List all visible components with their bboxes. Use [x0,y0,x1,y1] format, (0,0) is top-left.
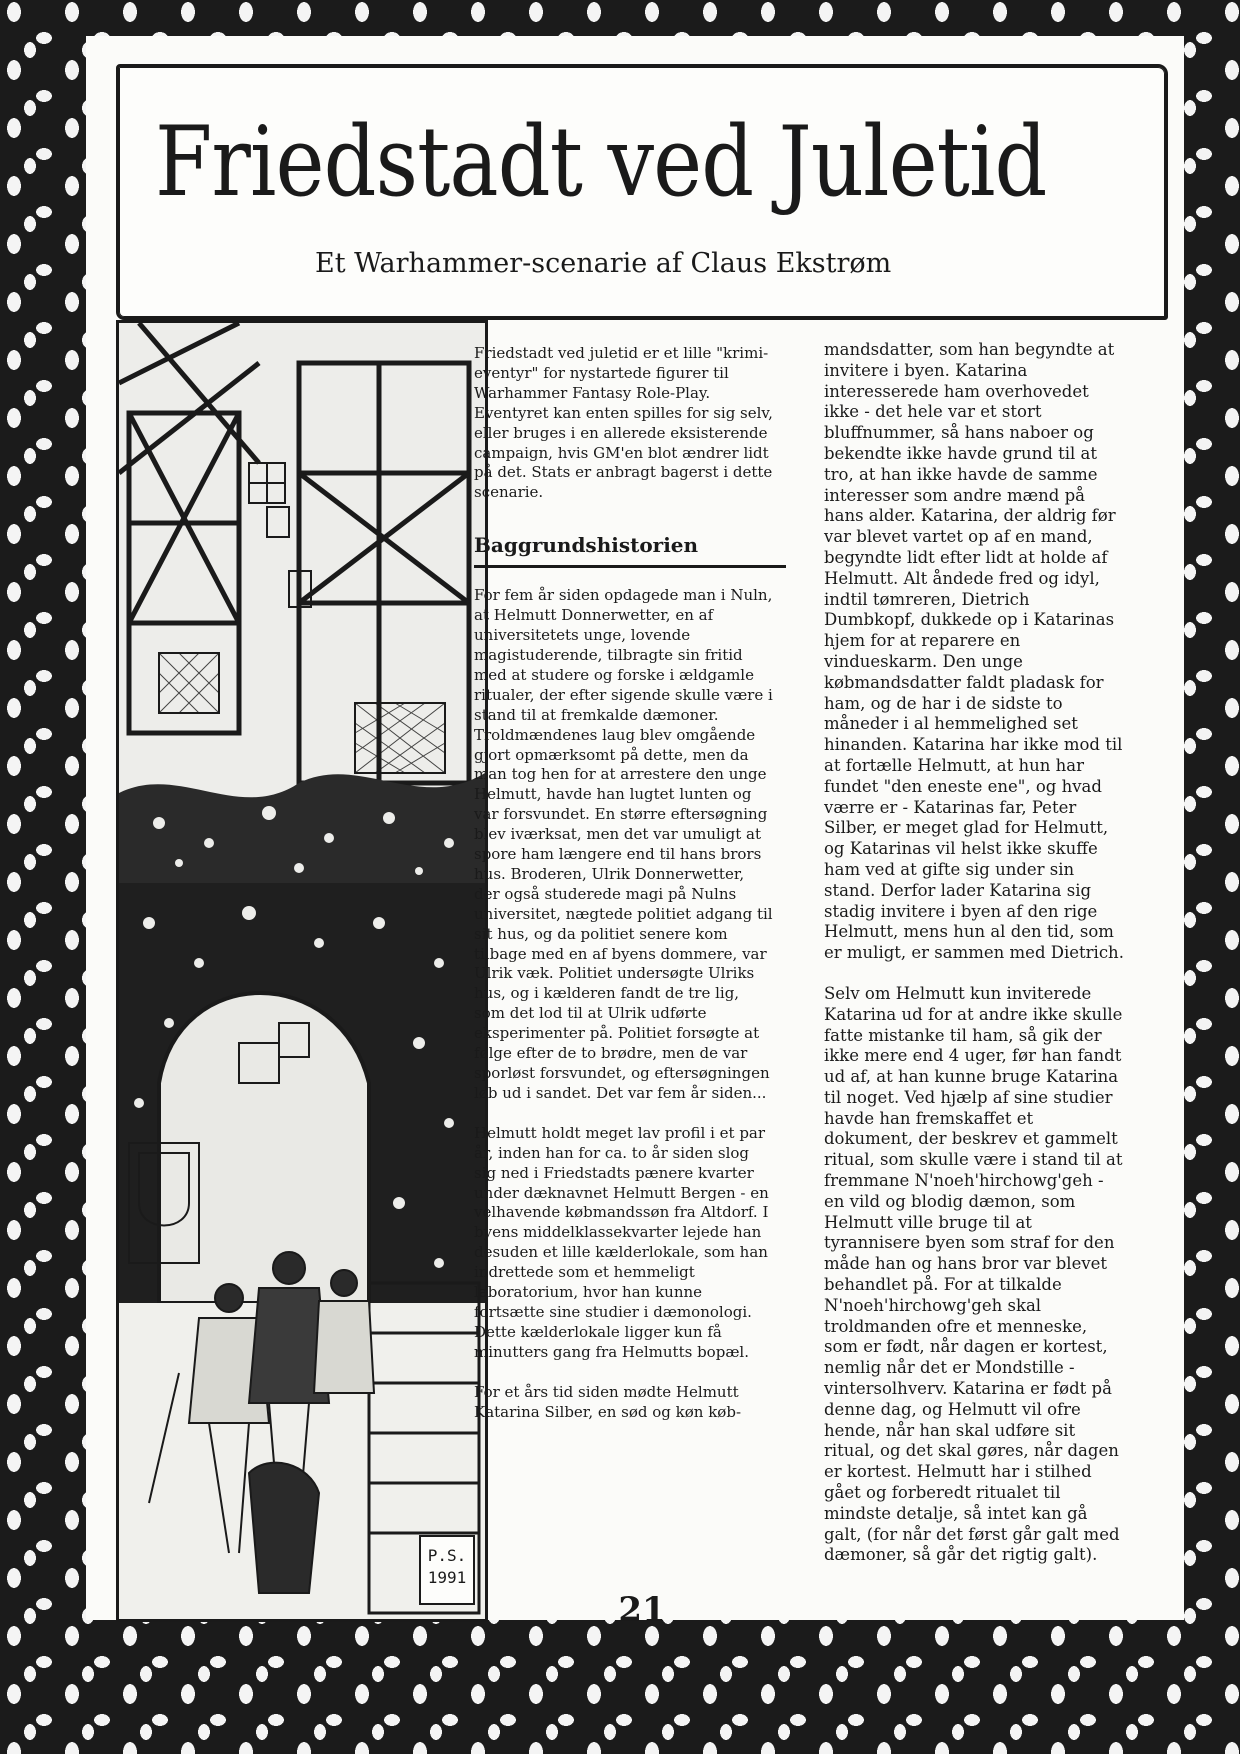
page-number: 21 [618,1590,666,1630]
magazine-page [86,36,1184,1630]
body-paragraph: Selv om Helmutt kun inviterede Katarina ud for at andre ikke skulle fatte mistanke til ham, så gik der ikke mere end 4 uger, før han fandt ud af, at han kunne bruge Katarina til noget. Ved hjælp af sine studier havde han fremskaffet et dokument, der beskrev et gammelt ritual, som skulle være i stand til at fremmane N'noeh'hirchowg'geh - en vild og blodig dæmon, som Helmutt ville bruge til at tyrannisere byen som straf for den måde han og hans bror var blevet behandlet på. For at tilkalde N'noeh'hirchowg'geh skal troldmanden ofre et menneske, som er født, når dagen er kortest, nemlig når det er Mondstille - vintersolhverv. Katarina er født på denne dag, og Helmutt vil ofre hende, når han skal udføre sit ritual, og det skal gøres, når dagen er kortest. Helmutt har i stilhed gået og forberedt ritualet til mindste detalje, så intet kan gå galt, (for når det først går galt med dæmoner, så går det rigtig galt). [824,983,1123,1565]
middle-column [474,344,774,1443]
section-heading: Baggrundshistorien [474,533,786,568]
illustration-drawing [119,323,485,1619]
title-banner [116,64,1168,320]
article-title: Friedstadt ved Juletid [155,106,1047,218]
street-illustration [116,320,488,1622]
right-column [824,340,1124,1586]
article-subtitle: Et Warhammer-scenarie af Claus Ekstrøm [315,248,892,279]
body-paragraph: Helmutt holdt meget lav profil i et par år, inden han for ca. to år siden slog sig ned i Friedstadts pænere kvarter under dæknavnet Helmutt Bergen - en velhavende købmandssøn fra Altdorf. I byens middelklassekvarter lejede han desuden et lille kælderlokale, som han indrettede som et hemmeligt laboratorium, hvor han kunne fortsætte sine studier i dæmonologi. Dette kælderlokale ligger kun få minutters gang fra Helmutts bopæl. [474,1123,769,1361]
body-paragraph: For et års tid siden mødte Helmutt Katarina Silber, en sød og køn køb- [474,1382,742,1421]
signature-year: 1991 [427,1568,467,1587]
signature-initials: P.S. [427,1546,467,1565]
body-paragraph: mandsdatter, som han begyndte at invitere i byen. Katarina interesserede ham overhovedet ikke - det hele var et stort bluffnummer, så hans naboer og bekendte ikke havde grund til at tro, at han ikke havde de samme interesser som andre mænd på hans alder. Katarina, der aldrig før var blevet vartet op af en mand, begyndte lidt efter lidt at holde af Helmutt. Alt åndede fred og idyl, indtil tømreren, Dietrich Dumbkopf, dukkede op i Katarinas hjem for at reparere en vindueskarm. Den unge købmandsdatter faldt pladask for ham, og de har i de sidste to måneder i al hemmelighed set hinanden. Katarina har ikke mod til at fortælle Helmutt, at hun har fundet "den eneste ene", og hvad værre er - Katarinas far, Peter Silber, er meget glad for Helmutt, og Katarinas vil helst ikke skuffe ham ved at gifte sig under sin stand. Derfor lader Katarina sig stadig invitere i byen af den rige Helmutt, mens hun al den tid, som er muligt, er sammen med Dietrich. [824,340,1124,963]
body-paragraph: For fem år siden opdagede man i Nuln, at Helmutt Donnerwetter, en af universitetets unge, lovende magistuderende, tilbragte sin fritid med at studere og forske i ældgamle ritualer, der efter sigende skulle være i stand til at fremkalde dæmoner. Troldmændenes laug blev omgående gjort opmærksomt på dette, men da man tog hen for at arrestere den unge Helmutt, havde han lugtet lunten og var forsvundet. En større eftersøgning blev iværksat, men det var umuligt at spore ham længere end til hans brors hus. Broderen, Ulrik Donnerwetter, der også studerede magi på Nulns universitet, nægtede politiet adgang til sit hus, og da politiet senere kom tilbage med en af byens dommere, var Ulrik væk. Politiet undersøgte Ulriks hus, og i kælderen fandt de tre lig, som det lod til at Ulrik udførte eksperimenter på. Politiet forsøgte at følge efter de to brødre, men de var sporløst forsvundet, og eftersøgningen løb ud i sandet. Det var fem år siden... [474,586,773,1102]
intro-paragraph: Friedstadt ved juletid er et lille "krimi-eventyr" for nystartede figurer til Warhammer Fantasy Role-Play. Eventyret kan enten spilles for sig selv, eller bruges i en allerede eksisterende campaign, hvis GM'en blot ændrer lidt på det. Stats er anbragt bagerst i dette scenarie. [474,344,773,502]
artist-signature [419,1535,475,1605]
